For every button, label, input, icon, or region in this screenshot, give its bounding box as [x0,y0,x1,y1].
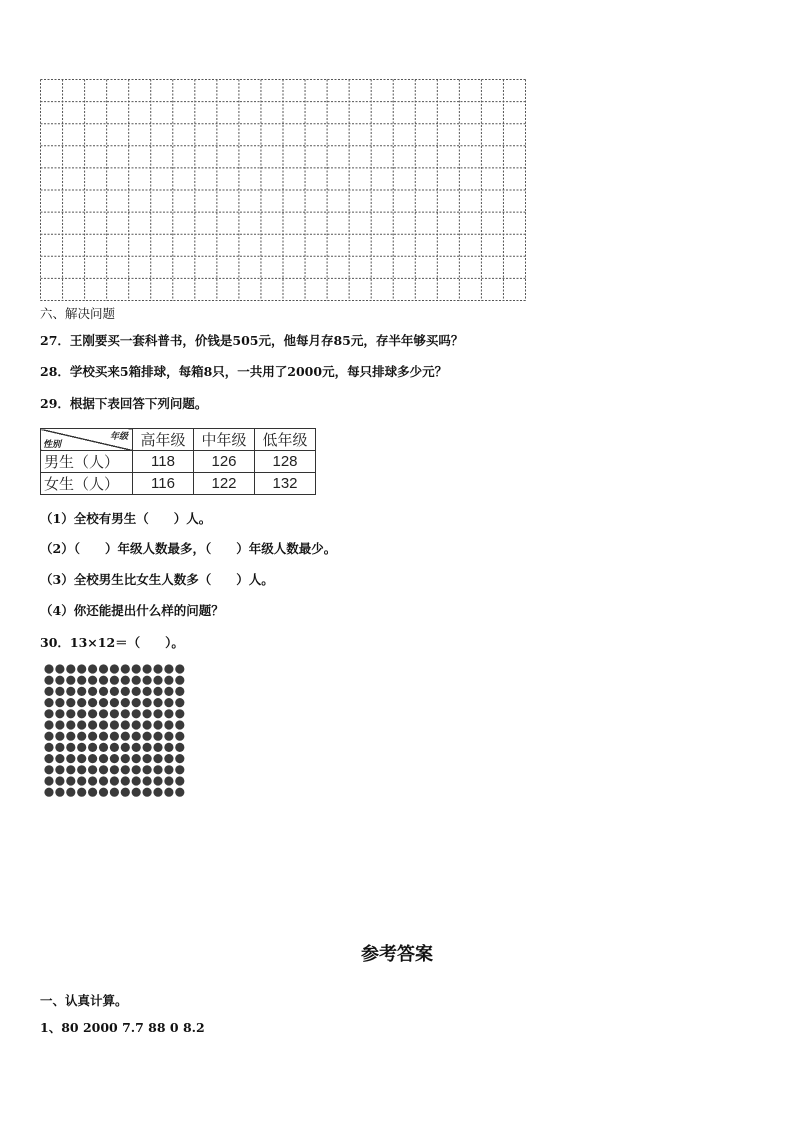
dot [55,720,64,729]
dot [132,743,141,752]
dot [153,732,162,741]
dot [66,709,75,718]
dot [121,676,130,685]
column-header: 低年级 [255,429,316,451]
dot [175,676,184,685]
dot [55,676,64,685]
dot [99,709,108,718]
dot [143,664,152,673]
dot [121,709,130,718]
table-row [41,451,316,473]
dot [132,788,141,797]
dot [121,743,130,752]
dot [175,765,184,774]
dot [110,676,119,685]
dot [44,709,53,718]
dot [153,754,162,763]
dot [175,788,184,797]
dot [153,709,162,718]
table-cell: 118 [133,451,194,473]
dot [99,754,108,763]
dot [88,754,97,763]
column-header: 中年级 [194,429,255,451]
dot [132,687,141,696]
dot [66,743,75,752]
dot [77,743,86,752]
dot [132,676,141,685]
dot [164,754,173,763]
table-cell: 128 [255,451,316,473]
dot [44,687,53,696]
dot [153,720,162,729]
dot [44,676,53,685]
dot [164,743,173,752]
dot [132,698,141,707]
dot [88,776,97,785]
dot [110,754,119,763]
table-cell: 122 [194,473,255,495]
dot [132,765,141,774]
dot [88,720,97,729]
dot [175,776,184,785]
dot [175,743,184,752]
dot [175,709,184,718]
dot [175,720,184,729]
grade-gender-table [40,428,316,495]
dot [44,776,53,785]
dot [121,765,130,774]
dot [143,687,152,696]
dot [143,676,152,685]
dot [55,765,64,774]
dot [121,664,130,673]
dot [110,687,119,696]
dot [121,754,130,763]
dot [99,720,108,729]
dot [44,754,53,763]
dot [77,676,86,685]
dot [77,732,86,741]
dot [77,720,86,729]
dot [77,754,86,763]
dot [88,709,97,718]
dot [121,788,130,797]
dot [77,788,86,797]
table-row [41,473,316,495]
dot [153,788,162,797]
dot [143,743,152,752]
dot [121,687,130,696]
dot [66,676,75,685]
dot [88,732,97,741]
dot [153,664,162,673]
dot [77,664,86,673]
question-28: 28．学校买来5箱排球，每箱8只，一共用了2000元，每只排球多少元？ [40,364,448,379]
dot [110,765,119,774]
dot [99,788,108,797]
dot [164,732,173,741]
dot [132,754,141,763]
answer-section-1-heading: 一、认真计算。 [40,993,128,1008]
dot [121,776,130,785]
dot [153,698,162,707]
dot [55,754,64,763]
dot [110,709,119,718]
question-29-part-4: （4）你还能提出什么样的问题？ [40,603,224,618]
dot [66,664,75,673]
question-29-part-3: （3）全校男生比女生人数多（ ）人。 [40,572,274,587]
dot [153,776,162,785]
dot [55,788,64,797]
dot [153,743,162,752]
dot [99,698,108,707]
diag-label-grade: 年级 [109,432,128,442]
dot [121,732,130,741]
dot [66,754,75,763]
dot [164,664,173,673]
dot [175,687,184,696]
dot [110,732,119,741]
dot [44,788,53,797]
diag-label-gender: 性别 [43,440,62,450]
dot [44,698,53,707]
question-29-part-1: （1）全校有男生（ ）人。 [40,511,212,526]
dot [77,687,86,696]
column-header: 高年级 [133,429,194,451]
dot [44,743,53,752]
dot [66,720,75,729]
dot [175,732,184,741]
dot [88,664,97,673]
dot [88,765,97,774]
table-header-row [41,429,316,451]
dot [99,765,108,774]
dot [164,788,173,797]
dot [55,709,64,718]
dot [164,687,173,696]
table-diagonal-header [41,429,133,451]
dot [143,754,152,763]
dot [88,788,97,797]
dot [77,698,86,707]
table-cell: 132 [255,473,316,495]
dot [55,732,64,741]
dot [88,698,97,707]
dot [110,664,119,673]
dot [164,698,173,707]
dot [99,676,108,685]
dot [88,676,97,685]
table-cell: 116 [133,473,194,495]
dot [99,743,108,752]
row-header: 男生（人） [41,451,133,473]
dot [99,732,108,741]
dot [99,664,108,673]
question-27: 27．王刚要买一套科普书，价钱是505元，他每月存85元，存半年够买吗？ [40,333,464,348]
row-header: 女生（人） [41,473,133,495]
dot [44,732,53,741]
dot [110,720,119,729]
dot [164,709,173,718]
dot [44,664,53,673]
question-30: 30．13×12＝（ ）。 [40,635,184,650]
dot [143,709,152,718]
dot [164,776,173,785]
dot [132,709,141,718]
dot [66,732,75,741]
dot [164,720,173,729]
dot [77,709,86,718]
dot [175,698,184,707]
dot [175,754,184,763]
dot [153,687,162,696]
dot [175,664,184,673]
table-cell: 126 [194,451,255,473]
dot [55,664,64,673]
writing-grid [40,79,526,301]
dot [66,698,75,707]
dot [55,698,64,707]
dot [143,776,152,785]
dot [44,765,53,774]
dot [143,732,152,741]
dot [110,776,119,785]
dot [66,788,75,797]
dot [88,743,97,752]
dot [99,776,108,785]
dot [55,743,64,752]
dot [164,676,173,685]
dot [77,765,86,774]
dot-array-figure [44,664,186,802]
answer-key-title: 参考答案 [361,944,433,965]
dot [110,698,119,707]
dot [132,664,141,673]
question-29: 29．根据下表回答下列问题。 [40,396,208,411]
dot [99,687,108,696]
dot [88,687,97,696]
dot [164,765,173,774]
dot [66,776,75,785]
dot [121,720,130,729]
dot [153,676,162,685]
dot [132,776,141,785]
dot [55,776,64,785]
dot [44,720,53,729]
section-heading-solve-problems: 六、解决问题 [40,306,116,321]
dot [110,788,119,797]
answer-line-1: 1、80 2000 7.7 88 0 8.2 [40,1020,205,1035]
dot [132,720,141,729]
dot [121,698,130,707]
dot [110,743,119,752]
question-29-part-2: （2）（ ）年级人数最多，（ ）年级人数最少。 [40,541,337,556]
dot [143,788,152,797]
dot [153,765,162,774]
dot [143,698,152,707]
dot [143,720,152,729]
dot [66,765,75,774]
dot [77,776,86,785]
dot [132,732,141,741]
dot [143,765,152,774]
dot [55,687,64,696]
dot [66,687,75,696]
